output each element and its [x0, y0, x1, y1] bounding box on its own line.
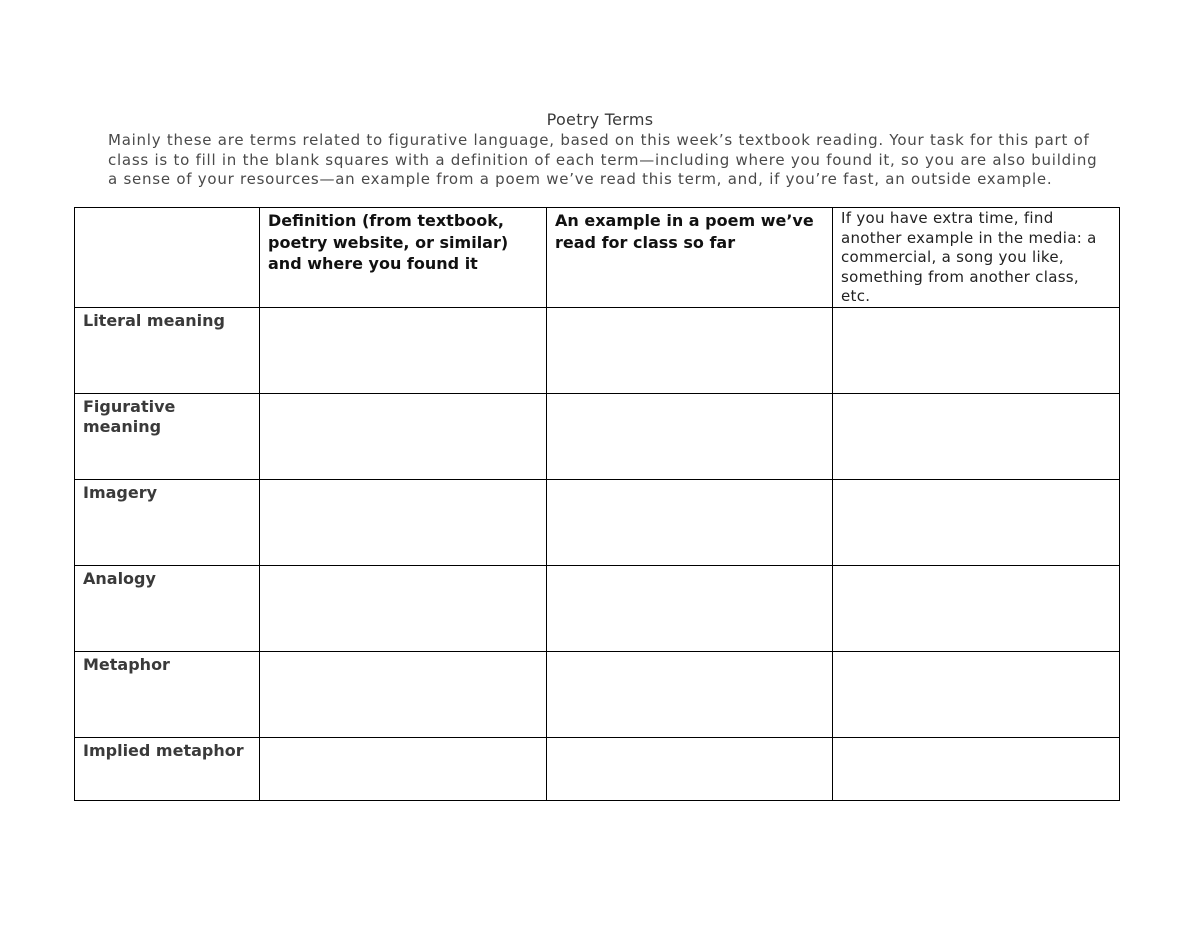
media-example-answer-cell[interactable] — [833, 565, 1120, 651]
header-cell-blank — [75, 208, 260, 308]
term-cell — [75, 307, 260, 393]
poetry-terms-table — [74, 207, 1120, 801]
table-row — [75, 393, 1120, 479]
poem-example-answer-cell[interactable] — [547, 393, 833, 479]
poem-example-answer-cell[interactable] — [547, 479, 833, 565]
poem-example-answer-cell[interactable] — [547, 565, 833, 651]
term-cell — [75, 565, 260, 651]
term-label: Analogy — [83, 568, 156, 588]
definition-answer-cell[interactable] — [260, 565, 547, 651]
table-row — [75, 307, 1120, 393]
term-label: Figurative meaning — [83, 396, 176, 436]
term-label: Metaphor — [83, 654, 170, 674]
term-cell — [75, 479, 260, 565]
header-cell-definition — [260, 208, 547, 308]
definition-answer-cell[interactable] — [260, 479, 547, 565]
header-poem-example-label: An example in a poem we’ve read for class so far — [555, 211, 814, 252]
table-row — [75, 479, 1120, 565]
table-header-row — [75, 208, 1120, 308]
definition-answer-cell[interactable] — [260, 307, 547, 393]
table-row — [75, 737, 1120, 800]
term-label: Literal meaning — [83, 310, 225, 330]
media-example-answer-cell[interactable] — [833, 737, 1120, 800]
definition-answer-cell[interactable] — [260, 737, 547, 800]
poem-example-answer-cell[interactable] — [547, 737, 833, 800]
term-label: Imagery — [83, 482, 158, 502]
poem-example-answer-cell[interactable] — [547, 651, 833, 737]
header-cell-poem-example — [547, 208, 833, 308]
definition-answer-cell[interactable] — [260, 651, 547, 737]
media-example-answer-cell[interactable] — [833, 307, 1120, 393]
term-cell — [75, 651, 260, 737]
instructions-paragraph: Mainly these are terms related to figurative language, based on this week’s textbook reading. Your task for this part of class is to fill in the blank squares with a definition of each term—including where you found it, so you are also building a sense of your resources—an example from a poem we’ve read this term, and, if you’re fast, an outside example. — [108, 131, 1098, 188]
header-media-example-label: If you have extra time, find another example in the media: a commercial, a song you like, something from another class, etc. — [841, 209, 1097, 305]
poem-example-answer-cell[interactable] — [547, 307, 833, 393]
term-cell — [75, 393, 260, 479]
media-example-answer-cell[interactable] — [833, 651, 1120, 737]
header-cell-media-example — [833, 208, 1120, 308]
table-row — [75, 651, 1120, 737]
table-row — [75, 565, 1120, 651]
term-cell — [75, 737, 260, 800]
header-definition-label: Definition (from textbook, poetry website, or similar) and where you found it — [268, 211, 509, 273]
page-title: Poetry Terms — [546, 110, 654, 129]
term-label: Implied metaphor — [83, 740, 244, 760]
media-example-answer-cell[interactable] — [833, 479, 1120, 565]
media-example-answer-cell[interactable] — [833, 393, 1120, 479]
definition-answer-cell[interactable] — [260, 393, 547, 479]
